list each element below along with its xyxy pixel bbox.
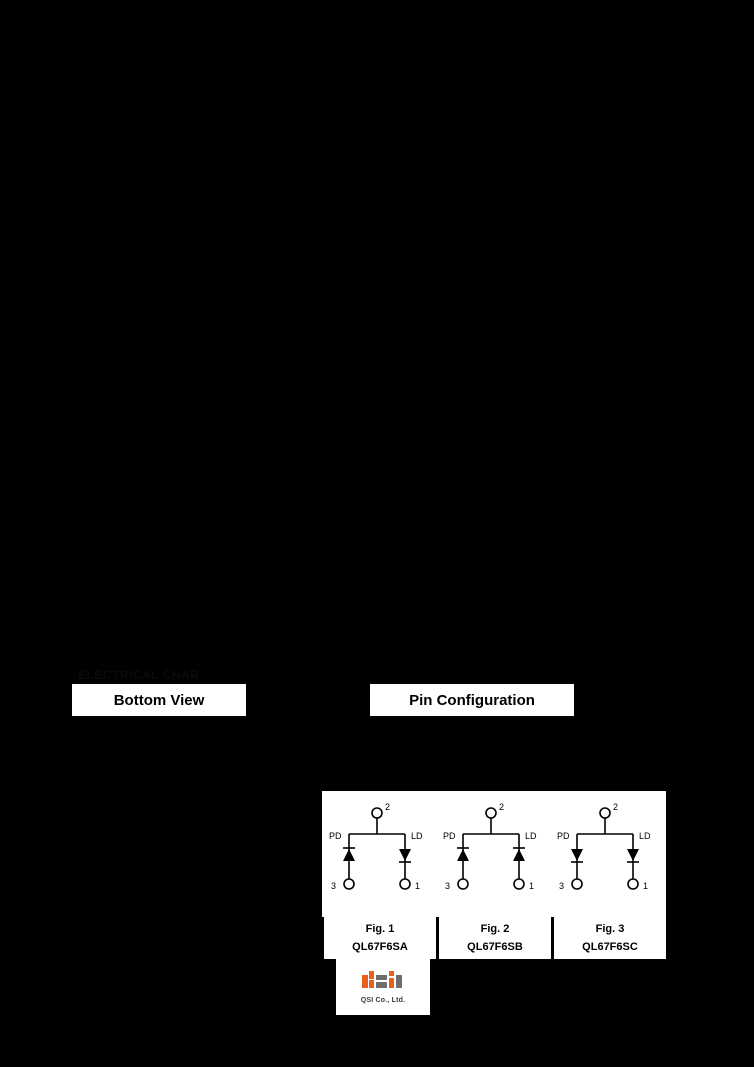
pin-label-right: 1 — [643, 881, 649, 891]
pin-label-left: 3 — [559, 881, 565, 891]
pin-label-left: 3 — [445, 881, 451, 891]
pin-schematic-icon — [327, 791, 441, 917]
pin-label-top: 2 — [613, 802, 619, 812]
pin-configuration-title: Pin Configuration — [370, 684, 574, 716]
figure-part-number: QL67F6SB — [467, 941, 523, 953]
figure-label: Fig. 2 — [480, 922, 510, 935]
bottom-view-title: Bottom View — [72, 684, 246, 716]
pin-label-top: 2 — [385, 802, 391, 812]
device-label-ld: LD — [525, 831, 537, 841]
device-label-pd: PD — [329, 831, 342, 841]
pin-figure-1 — [327, 791, 441, 917]
device-label-pd: PD — [443, 831, 456, 841]
figure-label: Fig. 1 — [365, 922, 395, 935]
pin-configuration-panel — [322, 791, 666, 917]
pin-label-right: 1 — [529, 881, 535, 891]
figure-part-number: QL67F6SA — [352, 941, 408, 953]
pin-label-right: 1 — [415, 881, 421, 891]
device-label-pd: PD — [557, 831, 570, 841]
company-name: QSI Co., Ltd. — [360, 996, 406, 1004]
device-label-ld: LD — [639, 831, 651, 841]
figure-caption — [324, 917, 436, 959]
electrical-characteristics-heading: ELECTRICAL CHAR — [78, 668, 200, 682]
pin-figure-3 — [555, 791, 669, 917]
figure-part-number: QL67F6SC — [582, 941, 638, 953]
pin-schematic-icon — [555, 791, 669, 917]
pin-figure-2 — [441, 791, 555, 917]
pin-label-left: 3 — [331, 881, 337, 891]
pin-schematic-icon — [441, 791, 555, 917]
device-label-ld: LD — [411, 831, 423, 841]
qsi-logo-icon — [360, 971, 406, 993]
figure-caption — [439, 917, 551, 959]
figure-caption — [554, 917, 666, 959]
pin-label-top: 2 — [499, 802, 505, 812]
company-logo-block — [336, 959, 430, 1015]
figure-label: Fig. 3 — [595, 922, 625, 935]
pin-figure-captions — [322, 917, 666, 959]
